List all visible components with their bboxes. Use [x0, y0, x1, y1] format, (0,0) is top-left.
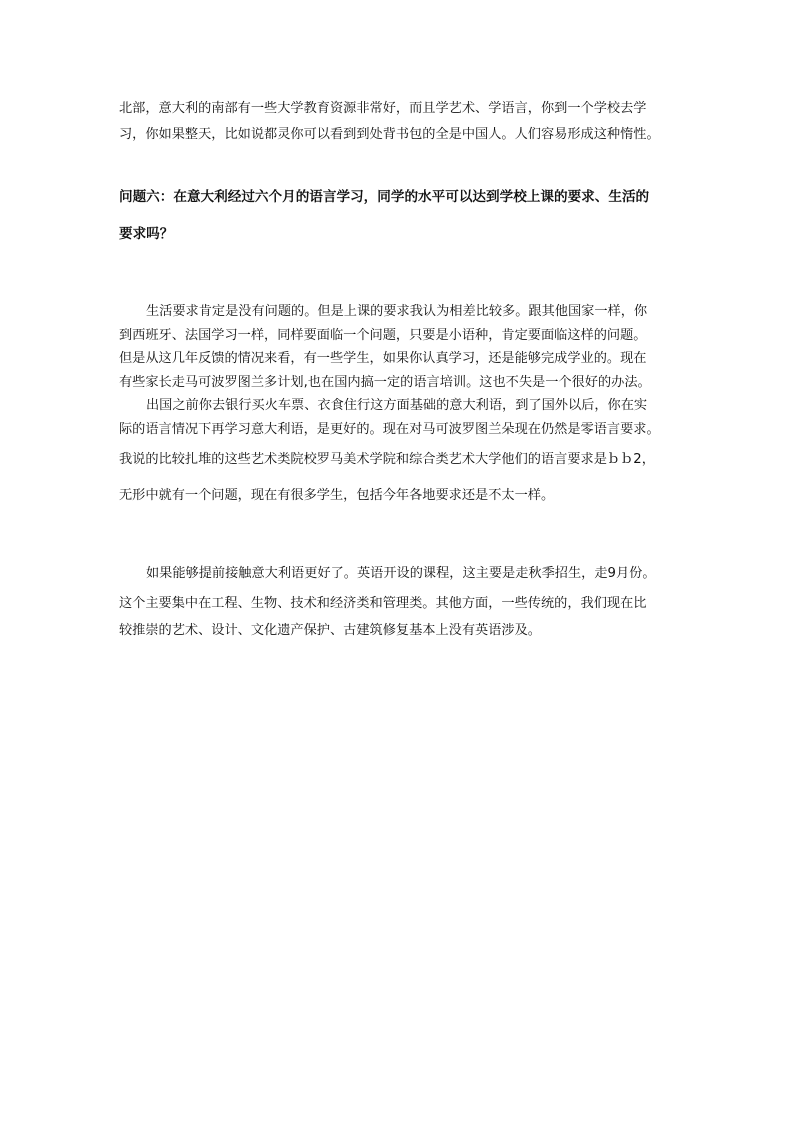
paragraph-line: 到西班牙、法国学习一样，同样要面临一个问题，只要是小语种，肯定要面临这样的问题。: [119, 327, 647, 343]
paragraph-2: [119, 300, 675, 442]
paragraph-line: 较推崇的艺术、设计、文化遗产保护、古建筑修复基本上没有英语涉及。: [119, 622, 541, 638]
paragraph-line: 如果能够提前接触意大利语更好了。英语开设的课程，这主要是走秋季招生，走9月份。: [146, 565, 656, 581]
document-body: [119, 96, 675, 638]
paragraph-line: 有些家长走马可波罗图兰多计划,也在国内搞一定的语言培训。这也不失是一个很好的办法。: [119, 374, 651, 390]
paragraph-3: [119, 442, 675, 514]
heading-line: 问题六：在意大利经过六个月的语言学习，同学的水平可以达到学校上课的要求、生活的: [119, 189, 650, 205]
paragraph-line: 无形中就有一个问题，现在有很多学生，包括今年各地要求还是不太一样。: [119, 487, 555, 503]
paragraph-line: 北部，意大利的南部有一些大学教育资源非常好，而且学艺术、学语言，你到一个学校去学: [119, 101, 647, 116]
heading-line: 要求吗？: [119, 226, 174, 242]
paragraph-line: 但是从这几年反馈的情况来看，有一些学生，如果你认真学习，还是能够完成学业的。现在: [119, 351, 647, 367]
paragraph-line: 生活要求肯定是没有问题的。但是上课的要求我认为相差比较多。跟其他国家一样，你: [146, 304, 648, 319]
paragraph-line: 我说的比较扎堆的这些艺术类院校罗马美术学院和综合类艺术大学他们的语言要求是ｂｂ2，: [119, 451, 655, 467]
paragraph-line: 习，你如果整天，比如说都灵你可以看到到处背书包的全是中国人。人们容易形成这种惰性。: [119, 127, 660, 142]
paragraph-line: 际的语言情况下再学习意大利语，是更好的。现在对马可波罗图兰朵现在仍然是零语言要求。: [119, 421, 660, 437]
paragraph-4: [119, 559, 675, 638]
paragraph-1: [119, 96, 675, 148]
question-6-heading: [119, 179, 675, 253]
paragraph-line: 出国之前你去银行买火车票、衣食住行这方面基础的意大利语，到了国外以后，你在实: [146, 398, 648, 414]
paragraph-line: 这个主要集中在工程、生物、技术和经济类和管理类。其他方面，一些传统的，我们现在比: [119, 595, 647, 611]
